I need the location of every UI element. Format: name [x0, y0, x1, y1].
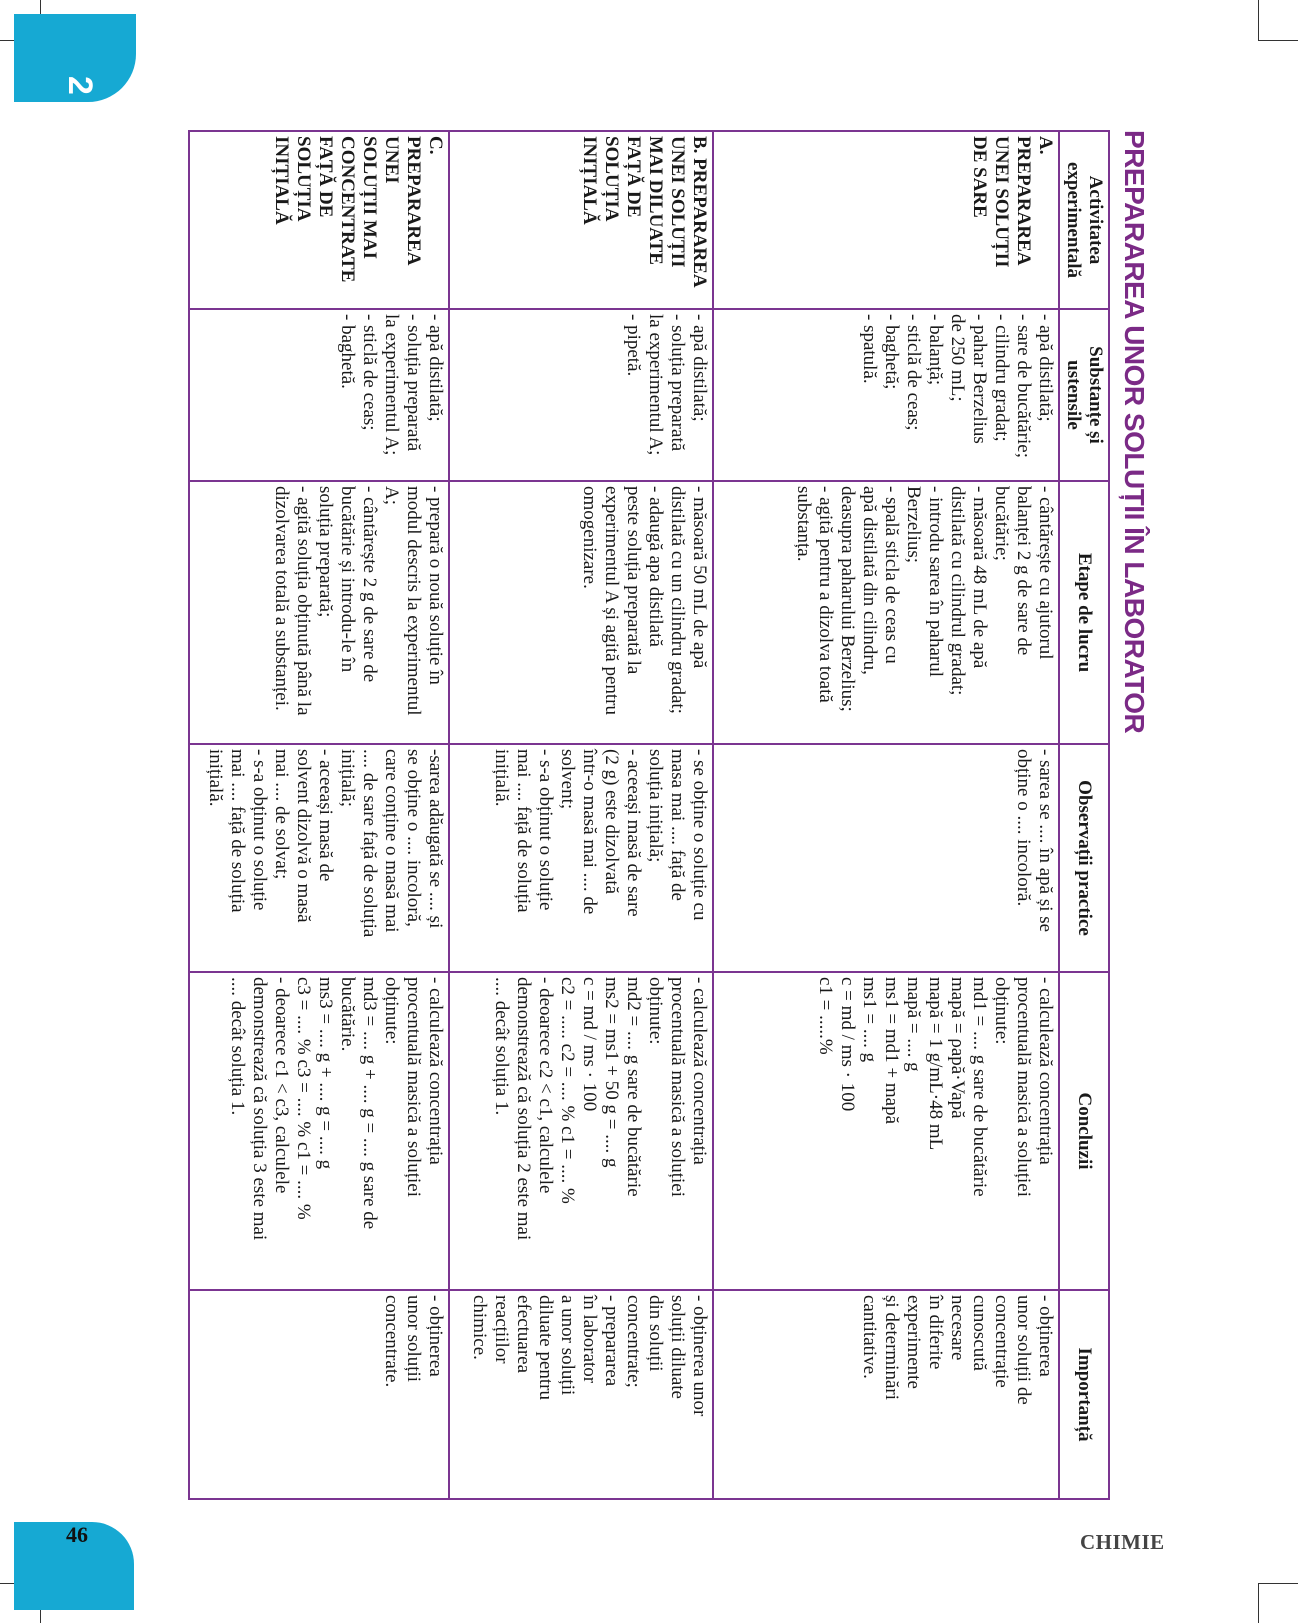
cell-steps — [713, 481, 1059, 744]
cell-line: - deoarece c1 < c3, calculele — [271, 977, 292, 1194]
cell-line: - baghetă; — [881, 314, 902, 390]
subject-label: CHIMIE — [1080, 1530, 1165, 1554]
cell-line: - adaugă apa distilată — [645, 486, 666, 647]
cell-line: reacțiilor — [491, 1295, 512, 1364]
cell-line: inițială. — [491, 749, 512, 807]
cell-line: INIȚIALĂ — [579, 136, 600, 225]
cell-line: balanței 2 g de sare de — [1013, 486, 1034, 656]
cell-line: c2 = ..... c2 = .... % c1 = .... % — [557, 977, 578, 1204]
cell-observations — [189, 744, 449, 972]
cell-line: CONCENTRATE — [337, 136, 358, 283]
cell-line: diluate pentru — [535, 1295, 556, 1400]
cell-line: - balanță; — [925, 314, 946, 386]
cell-line: mapă = 1 g/mL·48 mL — [925, 977, 946, 1151]
cell-line: c3 = .... % c3 = .... % c1 = .... % — [293, 977, 314, 1220]
cell-line: - cântărește cu ajutorul — [1035, 486, 1056, 660]
crop-mark — [1258, 1583, 1298, 1584]
cell-line: FAȚĂ DE — [315, 136, 336, 218]
cell-line: la experimentul A; — [645, 314, 666, 456]
cell-line: C. — [425, 136, 446, 155]
cell-line: UNEI SOLUȚII — [991, 136, 1012, 268]
cell-line: - cilindru gradat; — [991, 314, 1012, 442]
header-activity: Activitatea experimentală — [1059, 131, 1109, 309]
cell-line: - deoarece c2 < c1, calculele — [535, 977, 556, 1194]
cell-line: INIȚIALĂ — [271, 136, 292, 225]
cell-line: - sarea se .... în apă și se — [1035, 749, 1056, 933]
cell-line: - s-a obținut o soluție — [535, 749, 556, 911]
cell-observations — [449, 744, 713, 972]
cell-line: procentuală masică a soluției — [1013, 977, 1034, 1197]
cell-line: demonstrează că soluția 2 este mai — [513, 977, 534, 1241]
cell-line: - baghetă. — [337, 314, 358, 389]
cell-line: mapă = .... g — [903, 977, 924, 1072]
cell-line: unor soluții — [403, 1295, 424, 1383]
cell-line: inițială. — [205, 749, 226, 807]
cell-substances — [189, 309, 449, 481]
cell-line: - soluția preparată — [667, 314, 688, 452]
cell-line: și determinări — [881, 1295, 902, 1400]
cell-importance — [713, 1290, 1059, 1499]
cell-steps — [449, 481, 713, 744]
cell-line: ms1 = md1 + mapă — [881, 977, 902, 1125]
cell-line: md3 = .... g + .... g = .... g sare de — [359, 977, 380, 1230]
cell-line: concentrație — [991, 1295, 1012, 1388]
cell-line: solvent; — [557, 749, 578, 810]
cell-line: masa mai .... față de — [667, 749, 688, 901]
cell-line: SOLUȚIA — [293, 136, 314, 222]
cell-line: - apă distilată; — [689, 314, 710, 422]
chapter-number: 2 — [60, 76, 99, 95]
cell-line: omogenizare. — [579, 486, 600, 589]
table-row — [189, 131, 449, 1499]
cell-activity — [449, 131, 713, 309]
cell-line: - prepară o nouă soluție în — [425, 486, 446, 685]
cell-line: mapă = ρapă·Vapă — [947, 977, 968, 1119]
cell-line: obține o .... incoloră. — [1013, 749, 1034, 907]
cell-line: - sare de bucătărie; — [1013, 314, 1034, 458]
cell-line: bucătărie și introdu-le în — [337, 486, 358, 673]
cell-line: ms2 = ms1 + 50 g = .... g — [601, 977, 622, 1168]
table-row — [713, 131, 1059, 1499]
cell-line: - spatulă. — [859, 314, 880, 384]
cell-line: - prepararea — [601, 1295, 622, 1387]
cell-line: demonstrează că soluția 3 este mai — [249, 977, 270, 1241]
cell-line: - sticlă de ceas; — [903, 314, 924, 431]
cell-steps — [189, 481, 449, 744]
cell-line: - cântărește 2 g de sare de — [359, 486, 380, 683]
cell-line: UNEI — [381, 136, 402, 184]
cell-line: inițială; — [337, 749, 358, 808]
cell-line: (2 g) este dizolvată — [601, 749, 622, 895]
header-steps: Etape de lucru — [1059, 481, 1109, 744]
cell-line: chimice. — [469, 1295, 490, 1360]
cell-line: - spală sticla de ceas cu — [881, 486, 902, 664]
cell-line: distilată cu un cilindru gradat; — [667, 486, 688, 714]
cell-line: necesare — [947, 1295, 968, 1361]
cell-line: cunoscută — [969, 1295, 990, 1371]
cell-line: - pipetă. — [623, 314, 644, 377]
cell-line: mai .... față de soluția — [513, 749, 534, 913]
cell-line: - obținerea unor — [689, 1295, 710, 1417]
table-row — [449, 131, 713, 1499]
cell-line: cantitative. — [859, 1295, 880, 1379]
cell-line: în laborator — [579, 1295, 600, 1384]
cell-line: -sarea adăugată se .... și — [425, 749, 446, 929]
cell-line: - aceeași masă de — [315, 749, 336, 882]
cell-line: A. — [1035, 136, 1056, 155]
cell-line: - calculează concentrația — [689, 977, 710, 1165]
cell-line: - introdu sarea în paharul — [925, 486, 946, 677]
cell-line: unor soluții de — [1013, 1295, 1034, 1405]
cell-line: PREPARAREA — [1013, 136, 1034, 266]
cell-line: ms1 = .... g — [859, 977, 880, 1063]
cell-line: substanța. — [793, 486, 814, 562]
cell-line: concentrate. — [381, 1295, 402, 1388]
crop-mark — [1258, 0, 1259, 40]
cell-line: a unor soluții — [557, 1295, 578, 1396]
cell-conclusions — [189, 972, 449, 1290]
cell-importance — [449, 1290, 713, 1499]
cell-line: mai .... față de soluția — [227, 749, 248, 913]
cell-line: - s-a obținut o soluție — [249, 749, 270, 911]
cell-line: - agită soluția obținută până la — [293, 486, 314, 716]
cell-line: MAI DILUATE — [645, 136, 666, 265]
lab-table — [188, 130, 1110, 1500]
cell-line: c = md / ms · 100 — [837, 977, 858, 1112]
cell-line: .... de sare față de soluția — [359, 749, 380, 938]
cell-line: soluția preparată; — [315, 486, 336, 618]
cell-line: bucătărie. — [337, 977, 358, 1052]
cell-line: Berzelius; — [903, 486, 924, 564]
cell-line: - pahar Berzelius — [969, 314, 990, 444]
cell-line: concentrate; — [623, 1295, 644, 1388]
cell-line: apă distilată din cilindru, — [859, 486, 880, 675]
cell-line: - soluția preparată — [403, 314, 424, 452]
cell-line: - apă distilată; — [425, 314, 446, 422]
cell-line: peste soluția preparată la — [623, 486, 644, 675]
crop-mark — [1258, 1583, 1259, 1623]
cell-conclusions — [713, 972, 1059, 1290]
header-conclusions: Concluzii — [1059, 972, 1109, 1290]
cell-line: mai .... de solvat; — [271, 749, 292, 880]
cell-line: din soluții — [645, 1295, 666, 1372]
cell-line: md1 = .... g sare de bucătărie — [969, 977, 990, 1197]
cell-line: - măsoară 50 mL de apă — [689, 486, 710, 669]
cell-substances — [449, 309, 713, 481]
cell-line: efectuarea — [513, 1295, 534, 1374]
cell-line: în diferite — [925, 1295, 946, 1370]
cell-line: SOLUȚIA — [601, 136, 622, 222]
cell-importance — [189, 1290, 449, 1499]
cell-line: care conține o masă mai — [381, 749, 402, 933]
cell-line: soluția inițială; — [645, 749, 666, 863]
cell-line: procentuală masică a soluției — [403, 977, 424, 1197]
cell-line: - măsoară 48 mL de apă — [969, 486, 990, 669]
cell-line: solvent dizolvă o masă — [293, 749, 314, 923]
cell-line: la experimentul A; — [381, 314, 402, 456]
cell-line: md2 = .... g sare de bucătărie — [623, 977, 644, 1197]
cell-activity — [189, 131, 449, 309]
cell-line: dizolvarea totală a substanței. — [271, 486, 292, 711]
cell-line: - calculează concentrația — [425, 977, 446, 1165]
cell-line: .... decât soluția 1. — [227, 977, 248, 1116]
page-number: 46 — [66, 1522, 88, 1547]
cell-line: - apă distilată; — [1035, 314, 1056, 422]
cell-line: FAȚĂ DE — [623, 136, 644, 218]
cell-line: - sticlă de ceas; — [359, 314, 380, 431]
cell-activity — [713, 131, 1059, 309]
cell-line: - se obține o soluție cu — [689, 749, 710, 921]
cell-line: - aceeași masă de sare — [623, 749, 644, 917]
cell-line: ms3 = .... g + .... g = .... g — [315, 977, 336, 1170]
cell-line: obținute: — [381, 977, 402, 1045]
cell-line: obținute: — [991, 977, 1012, 1045]
cell-line: de 250 mL; — [947, 314, 968, 402]
cell-line: deasupra paharului Berzelius; — [837, 486, 858, 712]
cell-line: - obținerea — [1035, 1295, 1056, 1377]
cell-line: obținute: — [645, 977, 666, 1045]
cell-substances — [713, 309, 1059, 481]
cell-line: soluții diluate — [667, 1295, 688, 1399]
cell-line: .... decât soluția 1. — [491, 977, 512, 1116]
header-observations: Observații practice — [1059, 744, 1109, 972]
cell-line: A; — [381, 486, 402, 505]
crop-mark — [1258, 40, 1298, 41]
cell-line: bucătărie; — [991, 486, 1012, 561]
cell-line: UNEI SOLUȚII — [667, 136, 688, 268]
cell-line: c1 = .....% — [815, 977, 836, 1055]
cell-line: experimente — [903, 1295, 924, 1389]
cell-line: - calculează concentrația — [1035, 977, 1056, 1165]
chapter-tab — [14, 14, 136, 102]
cell-line: experimentul A și agită pentru — [601, 486, 622, 716]
header-importance: Importanță — [1059, 1290, 1109, 1499]
cell-line: într-o masă mai .... de — [579, 749, 600, 915]
table-header-row — [1059, 131, 1109, 1499]
cell-line: DE SARE — [969, 136, 990, 218]
cell-line: B. PREPARAREA — [689, 136, 710, 288]
header-substances: Substanțe și ustensile — [1059, 309, 1109, 481]
cell-conclusions — [449, 972, 713, 1290]
cell-line: - obținerea — [425, 1295, 446, 1377]
cell-line: se obține o .... incoloră, — [403, 749, 424, 927]
cell-line: procentuală masică a soluției — [667, 977, 688, 1197]
cell-line: distilată cu cilindrul gradat; — [947, 486, 968, 696]
cell-line: PREPARAREA — [403, 136, 424, 266]
cell-line: modul descris la experimentul — [403, 486, 424, 716]
cell-line: c = md / ms · 100 — [579, 977, 600, 1112]
page-title: PREPARAREA UNOR SOLUȚII ÎN LABORATOR — [1119, 130, 1150, 734]
cell-line: - agită pentru a dizolva toată — [815, 486, 836, 703]
cell-observations — [713, 744, 1059, 972]
cell-line: SOLUȚII MAI — [359, 136, 380, 259]
